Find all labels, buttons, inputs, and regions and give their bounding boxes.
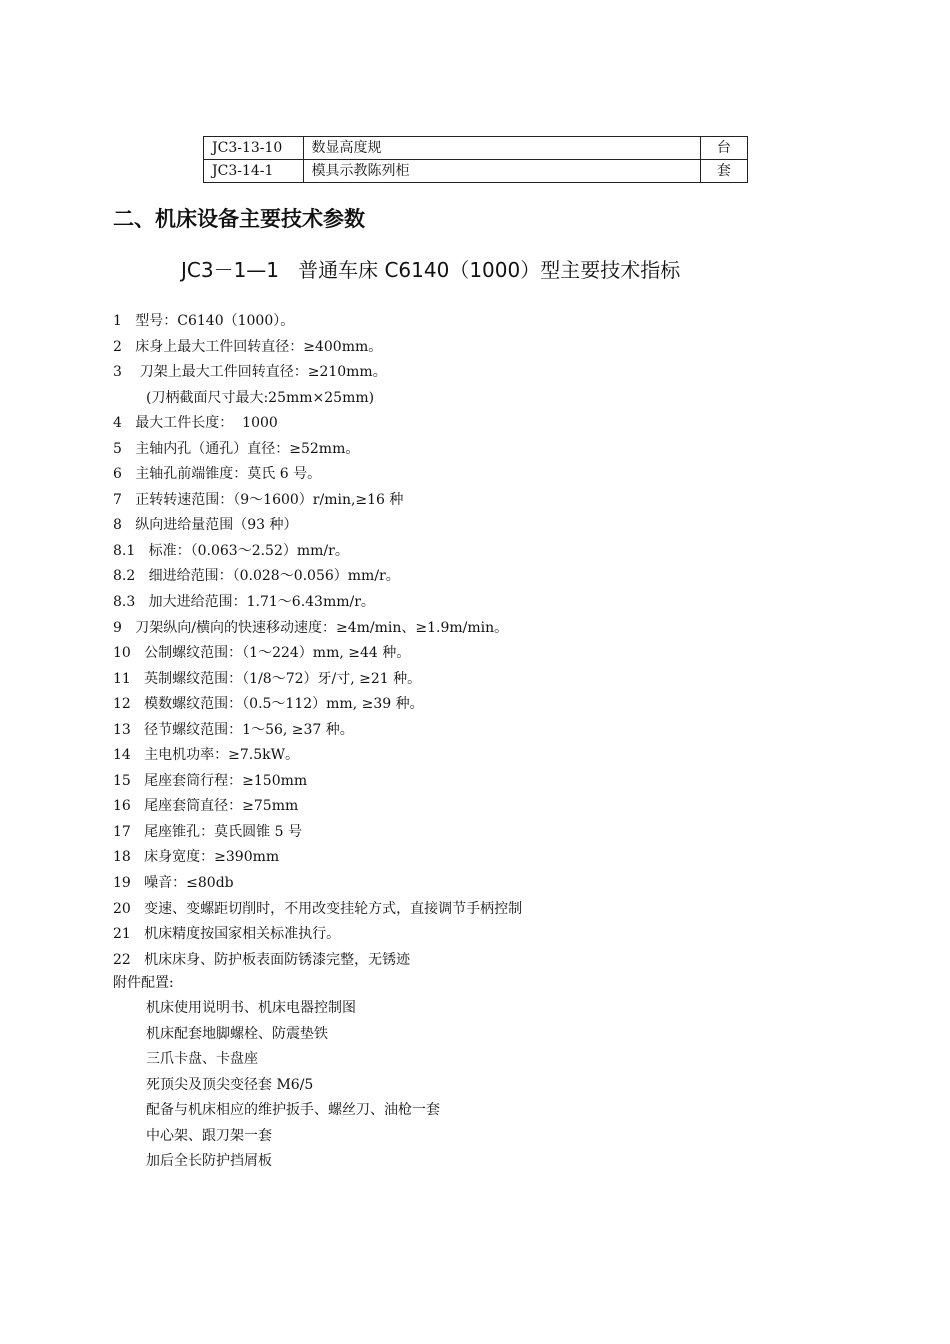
spec-item: 20 变速、变螺距切削时，不用改变挂轮方式，直接调节手柄控制 [113, 900, 523, 917]
equipment-code: JC3-14-1 [204, 160, 304, 183]
table-row [204, 137, 748, 160]
accessory-item: 加后全长防护挡屑板 [146, 1153, 272, 1169]
table-row [204, 160, 748, 183]
spec-item: 16 尾座套筒直径：≥75mm [113, 798, 299, 815]
accessory-item: 死顶尖及顶尖变径套 M6/5 [146, 1076, 314, 1093]
spec-item: 4 最大工件长度： 1000 [113, 415, 278, 432]
spec-item: 9 刀架纵向/横向的快速移动速度：≥4m/min、≥1.9m/min。 [113, 619, 509, 636]
spec-item: 5 主轴内孔（通孔）直径：≥52mm。 [113, 440, 360, 457]
section-heading: 二、机床设备主要技术参数 [113, 207, 365, 231]
accessory-item: 中心架、跟刀架一套 [146, 1127, 272, 1144]
equipment-unit: 台 [700, 137, 747, 160]
spec-item: 19 噪音：≤80db [113, 875, 234, 892]
spec-item: 2 床身上最大工件回转直径：≥400mm。 [113, 338, 383, 355]
equipment-code: JC3-13-10 [204, 137, 304, 160]
spec-item: 14 主电机功率：≥7.5kW。 [113, 747, 300, 764]
spec-item: 11 英制螺纹范围：（1/8～72）牙/寸, ≥21 种。 [113, 670, 422, 687]
spec-item: 6 主轴孔前端锥度：莫氏 6 号。 [113, 466, 322, 483]
equipment-unit: 套 [700, 160, 747, 183]
accessory-item: 机床使用说明书、机床电器控制图 [146, 1000, 356, 1016]
spec-item: 8.3 加大进给范围：1.71～6.43mm/r。 [113, 594, 375, 611]
equipment-name: 模具示教陈列柜 [303, 160, 700, 183]
accessories-heading: 附件配置: [113, 975, 174, 991]
spec-item: 8 纵向进给量范围（93 种） [113, 517, 298, 534]
equipment-name: 数显高度规 [303, 137, 700, 160]
spec-item: 13 径节螺纹范围：1～56, ≥37 种。 [113, 721, 354, 738]
accessory-item: 机床配套地脚螺栓、防震垫铁 [146, 1025, 328, 1042]
spec-item: 21 机床精度按国家相关标准执行。 [113, 926, 341, 943]
spec-item: 12 模数螺纹范围：（0.5～112）mm, ≥39 种。 [113, 696, 424, 713]
spec-item: 15 尾座套筒行程：≥150mm [113, 772, 308, 789]
spec-item: 18 床身宽度：≥390mm [113, 849, 280, 866]
spec-list [113, 309, 522, 973]
spec-item: 10 公制螺纹范围：（1～224）mm, ≥44 种。 [113, 645, 411, 662]
document-title: JC3－1—1 普通车床 C6140（1000）型主要技术指标 [181, 258, 681, 282]
accessory-item: 配备与机床相应的维护扳手、螺丝刀、油枪一套 [146, 1102, 440, 1118]
spec-item: 3 刀架上最大工件回转直径：≥210mm。 [113, 364, 387, 381]
spec-item: 7 正转转速范围：（9～1600）r/min,≥16 种 [113, 491, 404, 508]
spec-item: 8.2 细进给范围：（0.028～0.056）mm/r。 [113, 568, 400, 585]
spec-item: 8.1 标准：（0.063～2.52）mm/r。 [113, 542, 349, 559]
spec-item: 1 型号：C6140（1000）。 [113, 313, 295, 329]
spec-item: 22 机床床身、防护板表面防锈漆完整，无锈迹 [113, 951, 411, 968]
accessory-item: 三爪卡盘、卡盘座 [146, 1051, 258, 1067]
spec-item-note: (刀柄截面尺寸最大:25mm×25mm) [146, 389, 375, 406]
spec-item: 17 尾座锥孔：莫氏圆锥 5 号 [113, 823, 302, 840]
equipment-table [203, 136, 748, 183]
accessories-list [146, 996, 440, 1175]
